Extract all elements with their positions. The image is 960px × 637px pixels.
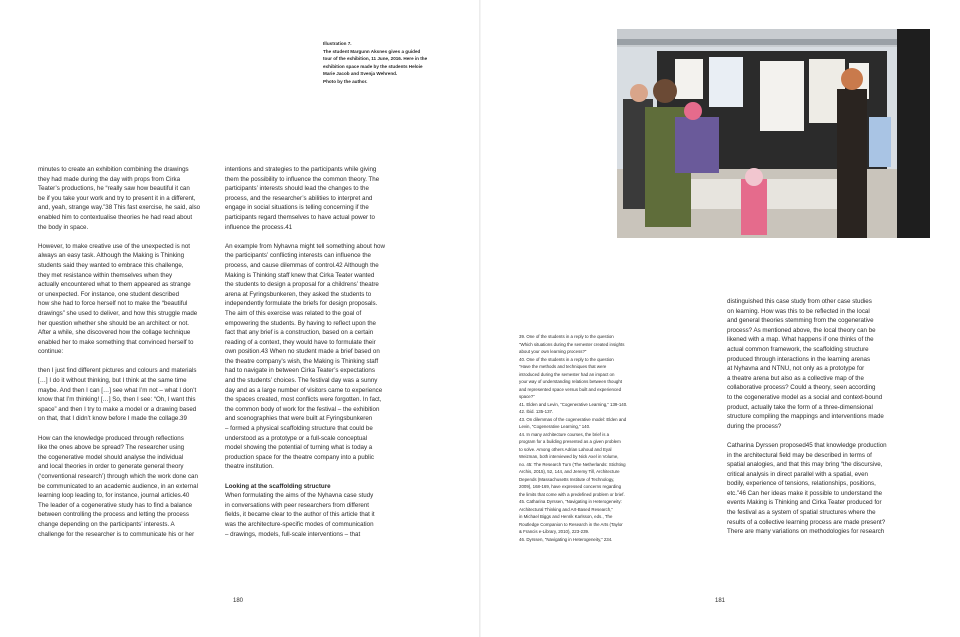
photo-table [687, 179, 857, 209]
text-line: The leader of a cogenerative study has to find a balance [38, 501, 193, 509]
text-line: Making is Thinking staff knew that Cirka Teater wanted [225, 271, 375, 279]
text-line: in conversations with peer researchers from different [225, 501, 369, 509]
paragraph [225, 491, 425, 539]
text-line: theatre institution. [225, 463, 274, 471]
footnote-line: Levin, “Cogenerative Learning,” 140. [519, 424, 591, 429]
footnote-line: Archis, 2015), 52, 144, and Jeremy Till, Architecture [519, 469, 620, 474]
photo-visitor-head [630, 84, 648, 102]
text-line: during the process? [727, 422, 782, 430]
caption-line: tour of the exhibition, 11 June, 2016. Here in the [323, 56, 428, 62]
text-line: – drawings, models, full-scale interventions – that [225, 530, 361, 538]
page-number-left: 180 [233, 598, 244, 604]
footnote-line: the limits that come with a predefined problem or brief. [519, 491, 625, 497]
photo-canopy-beam [617, 39, 930, 45]
text-line: fact that any brief is a construction, based on a certain [225, 329, 374, 337]
footnote-line: 46. Dyrssen, “Navigating in Heterogeneity,” 234. [519, 536, 613, 542]
text-line: always an easy task. Although the Making is Thinking [38, 252, 185, 260]
footnote-line: Weizman, both interviewed by Nick Axel in Volume, [519, 454, 619, 459]
left-page-column-1 [38, 165, 232, 549]
text-line: and scenographies that were built at Fyringsbunkeren [225, 415, 373, 423]
text-line: participants regard themselves to have actual power to [225, 213, 375, 221]
caption-line: The student Margunn Aksnes gives a guided [323, 48, 421, 54]
text-line: structure compiling the mappings and interventions made [727, 413, 884, 421]
footnote-line: 40. One of the students in a reply to the question [519, 356, 614, 362]
block-quote [38, 366, 232, 424]
text-line: the body in space. [38, 223, 89, 231]
text-line: bodily, experience of tensions, relationships, positions, [727, 480, 876, 488]
text-line: fields, it became clear to the author of this article that it [225, 511, 375, 519]
text-line: understood as a prototype or a full-scale conceptual [225, 434, 368, 442]
text-line: be communicated to an academic audience, in an external [38, 482, 198, 490]
text-line: arena at Fyringsbunkeren, they asked the students to [225, 290, 372, 298]
text-line: When formulating the aims of the Nyhavna case study [225, 492, 374, 500]
exhibition-photo [617, 29, 930, 238]
text-line: students said they wanted to embrace this challenge, [38, 261, 184, 269]
text-line: spatial analogies, and that this may bring “the discursive, [727, 461, 883, 469]
photo-child [675, 117, 719, 173]
footnote-line: 2009), 168-169, have expressed concerns regarding [519, 484, 622, 489]
text-line: model showing the potential of turning what is today a [225, 444, 373, 452]
footnote-line: Architectural Thinking and Art-Based Research,” [519, 506, 613, 512]
text-line: between controlling the process and letting the process [38, 511, 189, 519]
text-line: her question whether she should be an architect or not. [38, 319, 190, 327]
text-line: the theatre company’s wish, the Making is Thinking staff [225, 357, 379, 365]
text-line: maybe. And then I can […] see what I’m not – what I don’t [38, 386, 197, 394]
text-line: like the ones above be spread? The researcher using [38, 444, 185, 452]
footnote-line: 44. In many architecture courses, the brief is a [519, 431, 610, 437]
caption-title: Illustration 7. [323, 41, 352, 46]
section-heading: Looking at the scaffolding structure [225, 482, 331, 490]
text-line: the participants’ conflicting interests can influence the [225, 252, 371, 260]
text-line: empowering the students. By having to reflect upon the [225, 319, 376, 327]
text-line: and the students’ choices. The festival day was a sunny [225, 377, 378, 385]
text-line: they had made during the day with props from Cirka [38, 175, 181, 183]
text-line: to the cogenerative model as a social and context-bound [727, 393, 883, 401]
text-line: However, to make creative use of the unexpected is not [38, 242, 191, 250]
text-line: had to navigate in between Cirka Teater’s expectations [225, 367, 375, 375]
photo-child-hat [684, 102, 702, 120]
text-line: on that, that I didn’t know before I made the collage.39 [38, 415, 187, 423]
text-line: production space for the theatre company into a public [225, 453, 374, 461]
footnote-line: about your own learning process?” [519, 349, 587, 354]
footnote-line: & Francis e-Library, 2010), 223-239. [519, 529, 590, 534]
footnote-line: Routledge Companion to Research in the Arts (Taylor [519, 521, 623, 527]
text-line: distinguished this case study from other case studies [727, 298, 872, 305]
caption-line: Marie Jacob and Svenja Wehrend. [323, 71, 398, 77]
page-number-right: 181 [715, 598, 726, 604]
text-line: enabled her to make something that convinced herself to [38, 338, 194, 346]
text-line: likened with a map. What happens if one thinks of the [727, 336, 874, 344]
footnote-line: “Which situations during the semester created insights [519, 341, 625, 347]
text-line: An example from Nyhavna might tell something about how [225, 242, 385, 250]
footnote-line: program for a building presented as a given problem [519, 439, 621, 444]
text-line: them the possibility to influence the common theory. The [225, 175, 380, 183]
text-line: There are many variations on methodologies for research [727, 528, 885, 536]
text-line: […] I do it without thinking, but I think at the same time [38, 377, 187, 385]
text-line: process, and the researcher’s abilities to interpret and [225, 194, 373, 202]
text-line: etc.”46 Can her ideas make it possible to understand the [727, 489, 883, 497]
text-line: change depending on the participants’ interests. A [38, 520, 175, 528]
text-line: How can the knowledge produced through reflections [38, 434, 184, 442]
text-line: and local theories in order to generate general theory [38, 463, 184, 471]
photo-father-head [653, 79, 677, 103]
text-line: challenge for the researcher is to communicate his or her [38, 530, 195, 538]
text-line: influence the process.41 [225, 223, 293, 231]
paragraph [38, 165, 232, 232]
paragraph [225, 165, 425, 232]
text-line: collaborative process? Could a theory, seen according [727, 384, 876, 392]
text-line: how she had to force herself not to make the “beautiful [38, 300, 188, 308]
right-page-column [727, 297, 927, 546]
book-gutter [479, 0, 481, 637]
text-line: actually encountered what to them appeared as strange [38, 281, 191, 289]
text-line: in the architectural field may be described in terms of [727, 451, 872, 459]
text-line: – formed a physical scaffolding structure that could be [225, 425, 373, 433]
text-line: and general theories stemming from the cogenerative [727, 317, 874, 325]
caption-line: Photo by the author. [323, 78, 368, 84]
photo-baby [869, 117, 891, 167]
text-line: enabled him to contextualise theories he had read about [38, 213, 193, 221]
text-line: they met resistance within themselves when they [38, 271, 173, 279]
text-line: a theatre arena but also as a collective map of the [727, 374, 864, 382]
text-line: Teater’s productions, he “really saw how beautiful it can [38, 185, 190, 193]
text-line: on learning. How was this to be reflected in the local [727, 307, 870, 315]
photo-guide-head [841, 68, 863, 90]
text-line: at Nyhavna and NTNU, not only as a prototype for [727, 365, 865, 373]
footnote-line: no. 45: The Research Turn (The Netherlands: Stichting [519, 461, 626, 467]
illustration-caption [323, 40, 473, 86]
footnote-line: to solve. Among others Adrian Lahoud and Eyal [519, 446, 612, 452]
footnote-line: Depends (Massachusetts Institute of Technology, [519, 476, 615, 482]
text-line: actual common framework, the scaffolding structure [727, 345, 869, 353]
photo-poster [709, 57, 743, 107]
paragraph [727, 297, 927, 431]
footnote-line: in Michael Biggs and Henrik Karlsson, eds., The [519, 514, 613, 519]
paragraph [38, 434, 232, 540]
text-line: critical analysis in direct parallel with a spatial, even [727, 470, 869, 478]
photo-poster [675, 59, 703, 99]
text-line: product, actually take the form of a three-dimensional [727, 403, 873, 411]
text-line: Catharina Dyrssen proposed45 that knowledge production [727, 441, 887, 449]
text-line: After a while, she discovered how the collage technique [38, 329, 191, 337]
footnote-line: 39. One of the students in a reply to the question [519, 334, 614, 339]
left-page-column-2 [225, 165, 425, 549]
text-line: drawings” she used to deliver, and how this struggle made [38, 309, 198, 317]
text-line: or unexpected. For instance, one student described [38, 290, 180, 298]
footnote-line: your way of understanding relations between thought [519, 379, 623, 384]
text-line: intentions and strategies to the participants while giving [225, 166, 377, 173]
text-line: day and as a large number of visitors came to experience [225, 386, 383, 394]
footnote-line: 42. Ibid. 135-137. [519, 409, 554, 414]
footnote-line: space?” [519, 394, 535, 399]
text-line: process? As mentioned above, the local theory can be [727, 326, 876, 334]
text-line: own position.43 When no student made a brief based on [225, 348, 380, 356]
text-line: know that I’m thinking! […] So, then I see: “Oh, I want this [38, 396, 196, 404]
photo-foreground-person [897, 29, 930, 238]
photo-small-child-head [745, 168, 763, 186]
text-line: produced through interactions in the learning arenas [727, 355, 871, 363]
text-line: was the architecture-specific modes of communication [225, 520, 374, 528]
text-line: results of a collective learning process are made present? [727, 518, 886, 526]
footnotes [519, 333, 641, 543]
footnote-line: 41. Elden and Levin, “Cogenerative Learning,” 139-140. [519, 401, 628, 407]
footnote-line: and represented space versus built and experienced [519, 386, 622, 392]
footnote-line: 43. On dilemmas of the cogenerative model: Elden and [519, 416, 627, 422]
text-line: space” and then I try to make a model or a drawing based [38, 405, 197, 413]
text-line: continue: [38, 348, 64, 356]
text-line: then I just find different pictures and colours and materials [38, 367, 197, 375]
text-line: the students to design a proposal for a childrens’ theatre [225, 281, 379, 289]
text-line: the spaces created, most conflicts were forgotten. In fact, [225, 396, 382, 404]
text-line: the festival as a system of spatial structures where the [727, 509, 876, 517]
exhibition-photo-illustration [617, 29, 930, 238]
text-line: process, and cause dilemmas of control.42 Although the [225, 261, 379, 269]
text-line: the common body of work for the festival – the exhibition [225, 405, 380, 413]
footnote-line: “Have the methods and techniques that were [519, 364, 607, 369]
text-line: The aim of this exercise was related to the goal of [225, 309, 362, 317]
text-line: learning loop leading to, for instance, journal articles.40 [38, 492, 190, 500]
text-line: the cogenerative model should analyse the individual [38, 453, 184, 461]
text-line: minutes to create an exhibition combining the drawings [38, 166, 189, 173]
footnote-line: 45. Catharina Dyrssen, “Navigating in Heterogeneity: [519, 499, 622, 504]
paragraph [727, 441, 927, 537]
photo-guide [837, 89, 867, 238]
text-line: and, yeah, strange way.”38 This fast exercise, he said, also [38, 204, 201, 212]
text-line: be if you take your work and try to present it in a different, [38, 194, 196, 202]
text-line: (‘conventional research’) through which the work done can [38, 473, 198, 480]
paragraph [38, 242, 232, 357]
text-line: independently formulate the briefs for design proposals. [225, 300, 378, 308]
text-line: events Making is Thinking and Cirka Teater produced for [727, 499, 882, 507]
text-line: participants’ interests should lead the changes to the [225, 185, 369, 193]
caption-line: exhibition space made by the students Heloie [323, 63, 423, 69]
footnote-line: introduced during the semester had an impact on [519, 371, 615, 377]
text-line: engage in social situations is telling concerning if the [225, 204, 369, 212]
photo-small-child [741, 179, 767, 235]
paragraph [225, 242, 425, 472]
text-line: reading of a context, they would have to formulate their [225, 338, 376, 346]
photo-poster [760, 61, 804, 131]
